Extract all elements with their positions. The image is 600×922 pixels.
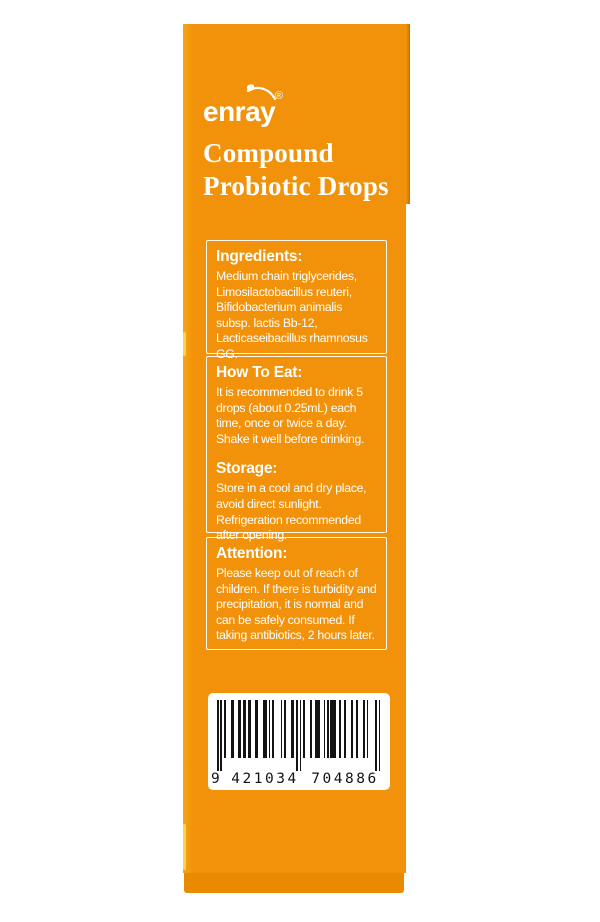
barcode-bars: [217, 700, 380, 771]
box-edge-highlight-top: [183, 332, 186, 356]
product-box-front: [183, 24, 406, 873]
barcode: [208, 693, 390, 790]
barcode-digits-right: 704886: [311, 771, 379, 787]
usage-storage-panel: [206, 356, 387, 543]
box-bottom-flap: [184, 873, 404, 893]
attention-panel: [206, 537, 387, 650]
box-edge-highlight-bottom: [183, 824, 186, 870]
product-title-line1: Compound: [203, 138, 334, 168]
ingredients-heading: Ingredients:: [216, 248, 303, 265]
attention-body: Please keep out of reach of children. If there is turbidity and precipitation, it is normal and can be safely consumed. If taking antibiotics, 2 hours later.: [216, 566, 377, 643]
brand-logo-text: enray: [203, 96, 276, 127]
barcode-digit-lead: 9: [211, 771, 220, 787]
storage-body: Store in a cool and dry place, avoid direct sunlight. Refrigeration recommended after opening.: [216, 481, 367, 543]
attention-heading: Attention:: [216, 545, 288, 562]
box-left-side-shading: [183, 24, 193, 873]
box-lid-edge: [406, 24, 410, 204]
leaf-icon: [241, 83, 277, 101]
product-title-line2: Probiotic Drops: [203, 171, 389, 201]
storage-heading: Storage:: [216, 460, 278, 478]
brand-logo: [203, 90, 284, 128]
ingredients-panel: [206, 240, 387, 361]
how-to-eat-heading: How To Eat:: [216, 364, 303, 381]
how-to-eat-body: It is recommended to drink 5 drops (about 0.25mL) each time, once or twice a day. Shake it well before drinking.: [216, 385, 365, 446]
barcode-digits: [211, 771, 385, 787]
barcode-digits-left: 421034: [231, 771, 299, 787]
registered-trademark: ®: [275, 90, 284, 102]
ingredients-body: Medium chain triglycerides, Limosilactobacillus reuteri, Bifidobacterium animalis subsp. lactis Bb-12, Lacticaseibacillus rhamnosus GG.: [216, 269, 368, 361]
product-title: [203, 137, 389, 203]
